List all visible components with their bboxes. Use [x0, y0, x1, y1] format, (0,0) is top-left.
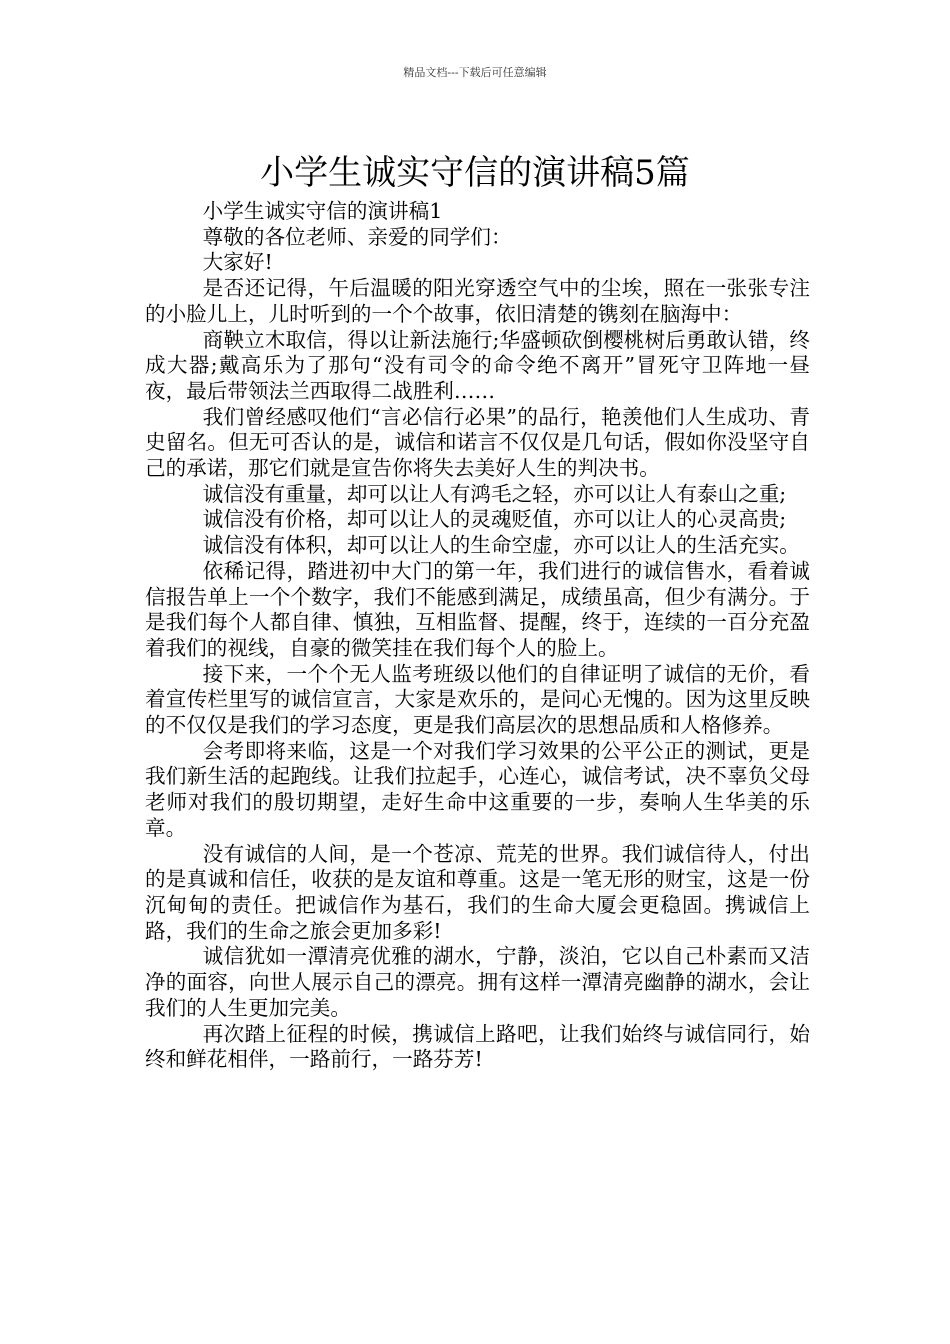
header-note: 精品文档---下载后可任意编辑	[403, 66, 547, 79]
paragraph: 小学生诚实守信的演讲稿1	[202, 199, 443, 223]
paragraph: 诚信没有体积，却可以让人的生命空虚，亦可以让人的生活充实。	[202, 533, 800, 558]
paragraph: 诚信没有重量，却可以让人有鸿毛之轻，亦可以让人有泰山之重;	[202, 481, 787, 506]
paragraph: 尊敬的各位老师、亲爱的同学们：	[202, 224, 512, 249]
document-title: 小学生诚实守信的演讲稿5篇	[260, 152, 690, 193]
paragraph: 没有诚信的人间，是一个苍凉、荒芜的世界。我们诚信待人，付出的是真诚和信任，收获的是友谊和尊重。这是一笔无形的财宝，这是一份沉甸甸的责任。把诚信作为基石，我们的生命大厦会更稳固。携诚信上路，我们的生命之旅会更加多彩!	[145, 841, 810, 943]
paragraph: 我们曾经感叹他们“言必信行必果”的品行，艳羡他们人生成功、青史留名。但无可否认的是，诚信和诺言不仅仅是几句话，假如你没坚守自己的承诺，那它们就是宣告你将失去美好人生的判决书。	[145, 404, 810, 481]
paragraph: 大家好!	[202, 250, 273, 275]
paragraph: 接下来，一个个无人监考班级以他们的自律证明了诚信的无价，看着宣传栏里写的诚信宣言，大家是欢乐的，是问心无愧的。因为这里反映的不仅仅是我们的学习态度，更是我们高层次的思想品质和人格修养。	[145, 661, 810, 738]
paragraph: 会考即将来临，这是一个对我们学习效果的公平公正的测试，更是我们新生活的起跑线。让我们拉起手，心连心，诚信考试，决不辜负父母老师对我们的殷切期望，走好生命中这重要的一步，奏响人生华美的乐章。	[145, 738, 810, 840]
paragraph: 诚信没有价格，却可以让人的灵魂贬值，亦可以让人的心灵高贵;	[202, 507, 787, 532]
paragraph: 是否还记得，午后温暖的阳光穿透空气中的尘埃，照在一张张专注的小脸儿上，儿时听到的一个个故事，依旧清楚的镌刻在脑海中：	[145, 276, 810, 326]
paragraph: 依稀记得，踏进初中大门的第一年，我们进行的诚信售水，看着诚信报告单上一个个数字，我们不能感到满足，成绩虽高，但少有满分。于是我们每个人都自律、慎独，互相监督、提醒，终于，连续的一百分充盈着我们的视线，自豪的微笑挂在我们每个人的脸上。	[145, 558, 810, 660]
document-body	[145, 199, 810, 1073]
paragraph: 商鞅立木取信，得以让新法施行;华盛顿砍倒樱桃树后勇敢认错，终成大器;戴高乐为了那句“没有司令的命令绝不离开”冒死守卫阵地一昼夜，最后带领法兰西取得二战胜利……	[145, 327, 810, 403]
paragraph: 再次踏上征程的时候，携诚信上路吧，让我们始终与诚信同行，始终和鲜花相伴，一路前行，一路芬芳!	[145, 1021, 810, 1072]
paragraph: 诚信犹如一潭清亮优雅的湖水，宁静，淡泊，它以自己朴素而又洁净的面容，向世人展示自己的漂亮。拥有这样一潭清亮幽静的湖水，会让我们的人生更加完美。	[145, 944, 810, 1020]
